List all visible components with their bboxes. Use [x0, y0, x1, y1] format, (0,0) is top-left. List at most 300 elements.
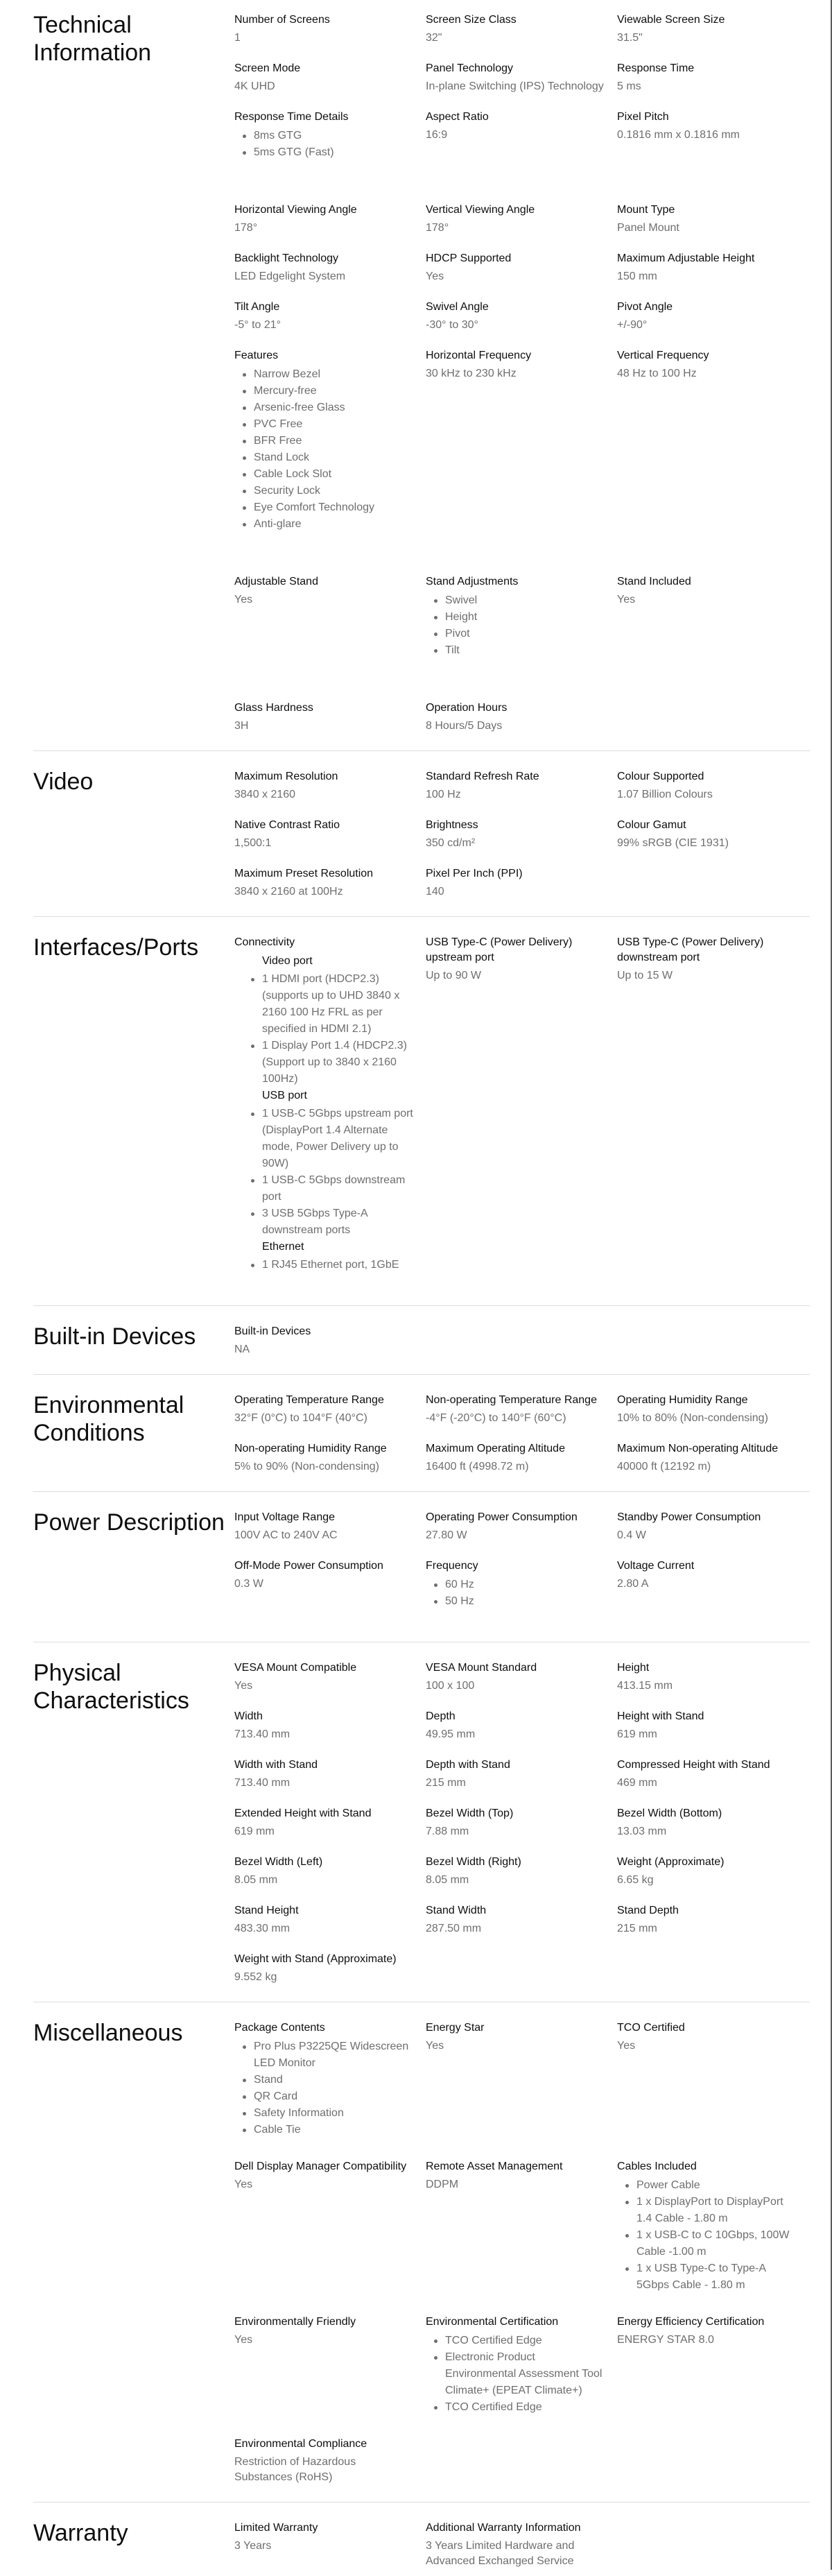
- spec-input-voltage: [234, 1510, 426, 1543]
- spec-vertical-frequency: [617, 348, 808, 381]
- spec-value: 32°F (0°C) to 104°F (40°C): [234, 1412, 367, 1424]
- spec-label: Aspect Ratio: [426, 111, 489, 123]
- spec-label: Height with Stand: [617, 1710, 704, 1722]
- spec-label: Vertical Frequency: [617, 350, 709, 361]
- spec-label: Energy Efficiency Certification: [617, 2316, 765, 2328]
- spec-pivot-angle: [617, 300, 808, 333]
- spec-panel-technology: [426, 61, 617, 94]
- spec-value: In-plane Switching (IPS) Technology: [426, 80, 604, 92]
- spec-extended-height: [234, 1806, 426, 1839]
- list-item: Power Cable: [636, 2177, 799, 2194]
- section-physical-characteristics: [33, 1642, 810, 2002]
- spec-value: Yes: [234, 594, 253, 606]
- spec-value: Yes: [234, 2334, 253, 2346]
- spec-value: 2.80 A: [617, 1578, 649, 1590]
- spec-value: 1: [234, 32, 241, 44]
- spec-value: Yes: [234, 1680, 253, 1692]
- spec-label: Remote Asset Management: [426, 2161, 563, 2172]
- spec-label: Pivot Angle: [617, 301, 673, 313]
- spec-viewable-screen-size: [617, 12, 808, 46]
- spec-number-of-screens: [234, 12, 426, 46]
- spec-value: 99% sRGB (CIE 1931): [617, 837, 729, 849]
- spec-max-preset-resolution: [234, 866, 426, 900]
- spec-value: 8.05 mm: [234, 1874, 278, 1886]
- section-body: [234, 768, 810, 900]
- spec-value: 8.05 mm: [426, 1874, 469, 1886]
- section-body: [234, 1509, 810, 1610]
- spec-operating-humidity: [617, 1393, 808, 1426]
- list-item: 1 x USB Type-C to Type-A 5Gbps Cable - 1.80 m: [636, 2260, 799, 2294]
- spec-label: Depth with Stand: [426, 1759, 510, 1771]
- spec-value: Yes: [617, 594, 636, 606]
- spec-environmentally-friendly: [234, 2315, 426, 2348]
- list-item: Stand: [254, 2072, 416, 2088]
- spec-label: Standby Power Consumption: [617, 1511, 761, 1523]
- list-item: Height: [445, 609, 607, 626]
- list-item: Pivot: [445, 626, 607, 642]
- list-item: TCO Certified Edge: [445, 2333, 607, 2349]
- spec-ddm-compatibility: [234, 2159, 426, 2192]
- list-item: 3 USB 5Gbps Type-A downstream ports: [262, 1205, 416, 1239]
- spec-label: Colour Gamut: [617, 819, 686, 831]
- spec-horizontal-viewing-angle: [234, 203, 426, 236]
- spec-value: 6.65 kg: [617, 1874, 654, 1886]
- spec-value: Up to 90 W: [426, 970, 482, 981]
- section-body: [234, 1659, 810, 1985]
- spec-screen-mode: [234, 61, 426, 94]
- spec-label: Dell Display Manager Compatibility: [234, 2161, 407, 2172]
- spec-value: 3840 x 2160 at 100Hz: [234, 886, 343, 898]
- spec-value: 619 mm: [617, 1728, 657, 1740]
- spec-label: Compressed Height with Stand: [617, 1759, 770, 1771]
- spec-value: 16:9: [426, 129, 448, 141]
- spec-value: 5% to 90% (Non-condensing): [234, 1461, 380, 1472]
- ethernet-port-list: [243, 1257, 416, 1273]
- spec-label: Environmental Compliance: [234, 2438, 367, 2450]
- spec-label: Native Contrast Ratio: [234, 819, 340, 831]
- spec-label: Backlight Technology: [234, 252, 339, 264]
- spec-bezel-top: [426, 1806, 617, 1839]
- spec-standby-power: [617, 1510, 808, 1543]
- spec-glass-hardness: [234, 701, 426, 734]
- spec-label: Operating Temperature Range: [234, 1394, 384, 1406]
- spec-label: Response Time Details: [234, 111, 349, 123]
- spec-label: TCO Certified: [617, 2022, 685, 2034]
- spec-backlight-technology: [234, 251, 426, 284]
- spec-energy-star: [426, 2020, 617, 2054]
- spec-label: Additional Warranty Information: [426, 2522, 581, 2534]
- video-port-list: [243, 971, 416, 1088]
- spec-label: Non-operating Temperature Range: [426, 1394, 597, 1406]
- list-item: 1 USB-C 5Gbps downstream port: [262, 1172, 416, 1205]
- spec-label: Package Contents: [234, 2022, 325, 2034]
- spec-weight: [617, 1855, 808, 1888]
- list-item: Stand Lock: [254, 449, 416, 466]
- spec-value: DDPM: [426, 2179, 459, 2190]
- spec-label: Bezel Width (Bottom): [617, 1808, 722, 1819]
- spec-list: [426, 2333, 607, 2416]
- list-item: 1 RJ45 Ethernet port, 1GbE: [262, 1257, 416, 1273]
- spec-label: Stand Depth: [617, 1905, 679, 1916]
- spec-label: Width with Stand: [234, 1759, 318, 1771]
- video-port-heading: Video port: [262, 955, 313, 967]
- spec-voltage-current: [617, 1559, 808, 1592]
- spec-label: Screen Mode: [234, 62, 301, 74]
- spec-value: 3 Years: [234, 2540, 272, 2552]
- list-item: Security Lock: [254, 483, 416, 499]
- spec-label: Mount Type: [617, 204, 675, 216]
- spec-depth: [426, 1709, 617, 1742]
- spec-value: ENERGY STAR 8.0: [617, 2334, 714, 2346]
- spec-operating-temperature: [234, 1393, 426, 1426]
- spec-label: Tilt Angle: [234, 301, 280, 313]
- spec-hdcp-supported: [426, 251, 617, 284]
- section-body: [234, 1323, 810, 1357]
- spec-label: Pixel Per Inch (PPI): [426, 868, 523, 879]
- spec-list: [234, 2038, 416, 2138]
- spec-value: 713.40 mm: [234, 1777, 291, 1789]
- spec-tilt-angle: [234, 300, 426, 333]
- spec-label: Horizontal Viewing Angle: [234, 204, 357, 216]
- list-item: 50 Hz: [445, 1593, 607, 1610]
- list-item: QR Card: [254, 2088, 416, 2105]
- section-built-in-devices: [33, 1306, 810, 1375]
- spec-value: 40000 ft (12192 m): [617, 1461, 711, 1472]
- spec-label: Energy Star: [426, 2022, 485, 2034]
- spec-additional-warranty-info: [426, 2521, 617, 2569]
- spec-horizontal-frequency: [426, 348, 617, 381]
- spec-list: [234, 128, 416, 161]
- spec-pixel-pitch: [617, 110, 808, 143]
- spec-vertical-viewing-angle: [426, 203, 617, 236]
- spec-value: 3 Years Limited Hardware and Advanced Exchanged Service: [426, 2540, 575, 2567]
- list-item: 60 Hz: [445, 1577, 607, 1593]
- usb-port-list: [243, 1106, 416, 1239]
- spec-value: 469 mm: [617, 1777, 657, 1789]
- spec-response-time: [617, 61, 808, 94]
- spec-label: VESA Mount Compatible: [234, 1662, 357, 1674]
- list-item: Eye Comfort Technology: [254, 499, 416, 516]
- spec-value: 713.40 mm: [234, 1728, 291, 1740]
- spec-value: 31.5": [617, 32, 643, 44]
- list-item: 1 x USB-C to C 10Gbps, 100W Cable -1.00 m: [636, 2227, 799, 2260]
- spec-label: Maximum Adjustable Height: [617, 252, 755, 264]
- section-body: [234, 11, 810, 734]
- section-title: Power Description: [33, 1509, 225, 1536]
- spec-label: Non-operating Humidity Range: [234, 1443, 387, 1454]
- list-item: Tilt: [445, 642, 607, 659]
- section-title: Warranty: [33, 2520, 128, 2546]
- section-environmental-conditions: [33, 1375, 810, 1492]
- list-item: Anti-glare: [254, 516, 416, 533]
- spec-value: Up to 15 W: [617, 970, 673, 981]
- spec-nonoperating-temperature: [426, 1393, 617, 1426]
- spec-label: Connectivity: [234, 936, 295, 948]
- spec-value: 9.552 kg: [234, 1971, 277, 1983]
- spec-value: 413.15 mm: [617, 1680, 673, 1692]
- spec-value: 32": [426, 32, 442, 44]
- spec-label: USB Type-C (Power Delivery) downstream port: [617, 936, 764, 963]
- spec-label: Stand Adjustments: [426, 576, 519, 587]
- spec-height-with-stand: [617, 1709, 808, 1742]
- spec-label: Swivel Angle: [426, 301, 489, 313]
- spec-label: Height: [617, 1662, 650, 1674]
- spec-frequency: [426, 1559, 617, 1610]
- spec-colour-gamut: [617, 818, 808, 851]
- spec-compressed-height: [617, 1758, 808, 1791]
- spec-cables-included: [617, 2159, 808, 2294]
- spec-label: Input Voltage Range: [234, 1511, 336, 1523]
- spec-remote-asset-management: [426, 2159, 617, 2192]
- spec-swivel-angle: [426, 300, 617, 333]
- spec-value: Yes: [234, 2179, 253, 2190]
- spec-label: Maximum Non-operating Altitude: [617, 1443, 779, 1454]
- list-item: 1 x DisplayPort to DisplayPort 1.4 Cable - 1.80 m: [636, 2194, 799, 2227]
- spec-label: Maximum Preset Resolution: [234, 868, 374, 879]
- list-item: Cable Tie: [254, 2122, 416, 2138]
- spec-stand-adjustments: [426, 574, 617, 685]
- spec-adjustable-stand: [234, 574, 426, 608]
- spec-value: 619 mm: [234, 1826, 275, 1837]
- spec-value: 5 ms: [617, 80, 641, 92]
- list-item: Safety Information: [254, 2105, 416, 2122]
- spec-bezel-right: [426, 1855, 617, 1888]
- spec-native-contrast-ratio: [234, 818, 426, 851]
- spec-label: Panel Technology: [426, 62, 514, 74]
- spec-value: 0.3 W: [234, 1578, 263, 1590]
- spec-energy-efficiency-certification: [617, 2315, 808, 2348]
- spec-value: 150 mm: [617, 271, 657, 282]
- spec-label: Built-in Devices: [234, 1325, 311, 1337]
- spec-value: 215 mm: [617, 1923, 657, 1934]
- spec-height: [617, 1660, 808, 1694]
- spec-label: Bezel Width (Top): [426, 1808, 514, 1819]
- section-miscellaneous: [33, 2002, 810, 2502]
- spec-package-contents: [234, 2020, 426, 2138]
- spec-value: Yes: [426, 2040, 444, 2052]
- spec-colour-supported: [617, 769, 808, 802]
- spec-label: Off-Mode Power Consumption: [234, 1560, 383, 1572]
- spec-label: Operating Humidity Range: [617, 1394, 748, 1406]
- spec-mount-type: [617, 203, 808, 236]
- list-item: Swivel: [445, 592, 607, 609]
- spec-label: Width: [234, 1710, 263, 1722]
- section-title: Video: [33, 768, 94, 795]
- list-item: Arsenic-free Glass: [254, 400, 416, 416]
- spec-value: 140: [426, 886, 444, 898]
- list-item: TCO Certified Edge: [445, 2399, 607, 2416]
- section-title: Environmental Conditions: [33, 1392, 184, 1446]
- spec-value: 7.88 mm: [426, 1826, 469, 1837]
- spec-label: HDCP Supported: [426, 252, 512, 264]
- spec-value: 4K UHD: [234, 80, 275, 92]
- spec-label: Environmentally Friendly: [234, 2316, 356, 2328]
- spec-label: Features: [234, 350, 279, 361]
- spec-features: [234, 348, 426, 559]
- list-item: PVC Free: [254, 416, 416, 433]
- spec-standard-refresh-rate: [426, 769, 617, 802]
- spec-width-with-stand: [234, 1758, 426, 1791]
- spec-max-operating-altitude: [426, 1441, 617, 1475]
- spec-value: 3840 x 2160: [234, 789, 296, 800]
- spec-operating-power: [426, 1510, 617, 1543]
- spec-value: +/-90°: [617, 319, 648, 331]
- list-item: Cable Lock Slot: [254, 466, 416, 483]
- spec-tco-certified: [617, 2020, 808, 2054]
- section-title: Interfaces/Ports: [33, 934, 199, 961]
- spec-value: 0.4 W: [617, 1529, 646, 1541]
- spec-stand-width: [426, 1903, 617, 1937]
- spec-max-resolution: [234, 769, 426, 802]
- spec-value: LED Edgelight System: [234, 271, 346, 282]
- spec-aspect-ratio: [426, 110, 617, 143]
- spec-stand-depth: [617, 1903, 808, 1937]
- spec-value: 178°: [426, 222, 449, 234]
- spec-label: Brightness: [426, 819, 478, 831]
- list-item: 1 HDMI port (HDCP2.3) (supports up to UHD 3840 x 2160 100 Hz FRL as per specified in HDMI 2.1): [262, 971, 416, 1038]
- section-body: [234, 2019, 810, 2485]
- section-title: Physical Characteristics: [33, 1660, 189, 1714]
- spec-bezel-left: [234, 1855, 426, 1888]
- section-interfaces-ports: [33, 917, 810, 1306]
- spec-stand-height: [234, 1903, 426, 1937]
- spec-vesa-standard: [426, 1660, 617, 1694]
- section-title: Technical Information: [33, 12, 152, 66]
- spec-width: [234, 1709, 426, 1742]
- spec-label: Stand Height: [234, 1905, 299, 1916]
- spec-usbc-downstream: [617, 935, 808, 984]
- list-item: 8ms GTG: [254, 128, 416, 144]
- spec-value: 8 Hours/5 Days: [426, 720, 503, 732]
- spec-value: 350 cd/m²: [426, 837, 476, 849]
- spec-label: Viewable Screen Size: [617, 14, 725, 26]
- list-item: BFR Free: [254, 433, 416, 449]
- spec-value: 178°: [234, 222, 258, 234]
- spec-screen-size-class: [426, 12, 617, 46]
- spec-value: 1.07 Billion Colours: [617, 789, 713, 800]
- section-technical-information: [33, 0, 810, 751]
- spec-response-time-details: [234, 110, 426, 187]
- list-item: Narrow Bezel: [254, 366, 416, 383]
- spec-value: 30 kHz to 230 kHz: [426, 368, 517, 379]
- spec-value: 287.50 mm: [426, 1923, 482, 1934]
- spec-off-mode-power: [234, 1559, 426, 1592]
- spec-label: Adjustable Stand: [234, 576, 318, 587]
- spec-value: 100 x 100: [426, 1680, 475, 1692]
- spec-value: -4°F (-20°C) to 140°F (60°C): [426, 1412, 566, 1424]
- spec-label: VESA Mount Standard: [426, 1662, 537, 1674]
- section-body: [234, 1391, 810, 1475]
- spec-value: Restriction of Hazardous Substances (RoHS): [234, 2456, 356, 2483]
- section-power-description: [33, 1492, 810, 1642]
- spec-label: Extended Height with Stand: [234, 1808, 372, 1819]
- spec-label: Screen Size Class: [426, 14, 517, 26]
- spec-brightness: [426, 818, 617, 851]
- spec-value: -5° to 21°: [234, 319, 281, 331]
- section-body: [234, 934, 810, 1273]
- spec-value: 100 Hz: [426, 789, 461, 800]
- list-item: 1 Display Port 1.4 (HDCP2.3) (Support up to 3840 x 2160 100Hz): [262, 1038, 416, 1088]
- spec-depth-with-stand: [426, 1758, 617, 1791]
- spec-limited-warranty: [234, 2521, 426, 2554]
- spec-label: USB Type-C (Power Delivery) upstream port: [426, 936, 573, 963]
- spec-value: 10% to 80% (Non-condensing): [617, 1412, 768, 1424]
- spec-label: Voltage Current: [617, 1560, 695, 1572]
- spec-value: 1,500:1: [234, 837, 272, 849]
- spec-list: [617, 2177, 799, 2294]
- spec-value: Yes: [617, 2040, 636, 2052]
- section-video: [33, 751, 810, 917]
- spec-value: Panel Mount: [617, 222, 679, 234]
- list-item: Pro Plus P3225QE Widescreen LED Monitor: [254, 2038, 416, 2072]
- section-title: Miscellaneous: [33, 2020, 183, 2046]
- spec-max-nonoperating-altitude: [617, 1441, 808, 1475]
- spec-label: Weight with Stand (Approximate): [234, 1953, 397, 1965]
- spec-value: 3H: [234, 720, 249, 732]
- spec-value: NA: [234, 1343, 250, 1355]
- spec-list: [426, 592, 607, 659]
- spec-usbc-upstream: [426, 935, 617, 984]
- spec-value: Yes: [426, 271, 444, 282]
- spec-label: Colour Supported: [617, 771, 704, 782]
- spec-label: Number of Screens: [234, 14, 330, 26]
- spec-label: Limited Warranty: [234, 2522, 318, 2534]
- spec-value: 49.95 mm: [426, 1728, 476, 1740]
- spec-label: Stand Included: [617, 576, 691, 587]
- spec-nonoperating-humidity: [234, 1441, 426, 1475]
- spec-value: 16400 ft (4998.72 m): [426, 1461, 529, 1472]
- spec-label: Environmental Certification: [426, 2316, 559, 2328]
- list-item: 1 USB-C 5Gbps upstream port (DisplayPort 1.4 Alternate mode, Power Delivery up to 90W): [262, 1106, 416, 1172]
- section-warranty: [33, 2502, 810, 2576]
- spec-label: Operating Power Consumption: [426, 1511, 578, 1523]
- spec-label: Depth: [426, 1710, 456, 1722]
- spec-weight-with-stand: [234, 1952, 426, 1985]
- spec-environmental-certification: [426, 2315, 617, 2416]
- spec-label: Standard Refresh Rate: [426, 771, 539, 782]
- section-title: Built-in Devices: [33, 1323, 196, 1350]
- spec-label: Maximum Operating Altitude: [426, 1443, 565, 1454]
- spec-label: Response Time: [617, 62, 695, 74]
- ethernet-heading: Ethernet: [262, 1241, 304, 1253]
- spec-value: 27.80 W: [426, 1529, 467, 1541]
- spec-value: -30° to 30°: [426, 319, 478, 331]
- spec-vesa-compatible: [234, 1660, 426, 1694]
- list-item: 5ms GTG (Fast): [254, 144, 416, 161]
- list-item: Electronic Product Environmental Assessment Tool Climate+ (EPEAT Climate+): [445, 2349, 607, 2399]
- spec-bezel-bottom: [617, 1806, 808, 1839]
- spec-value: 0.1816 mm x 0.1816 mm: [617, 129, 740, 141]
- spec-label: Vertical Viewing Angle: [426, 204, 535, 216]
- spec-label: Glass Hardness: [234, 702, 313, 714]
- spec-value: 13.03 mm: [617, 1826, 667, 1837]
- spec-label: Pixel Pitch: [617, 111, 669, 123]
- spec-connectivity: [234, 935, 426, 1273]
- spec-label: Stand Width: [426, 1905, 487, 1916]
- spec-value: 48 Hz to 100 Hz: [617, 368, 697, 379]
- spec-label: Bezel Width (Left): [234, 1856, 323, 1868]
- spec-label: Horizontal Frequency: [426, 350, 532, 361]
- spec-operation-hours: [426, 701, 617, 734]
- spec-stand-included: [617, 574, 808, 608]
- spec-label: Cables Included: [617, 2161, 697, 2172]
- list-item: Mercury-free: [254, 383, 416, 400]
- section-body: [234, 2519, 810, 2569]
- spec-built-in-devices: [234, 1324, 426, 1357]
- spec-environmental-compliance: [234, 2437, 426, 2485]
- usb-port-heading: USB port: [262, 1090, 307, 1101]
- spec-list: [234, 366, 416, 533]
